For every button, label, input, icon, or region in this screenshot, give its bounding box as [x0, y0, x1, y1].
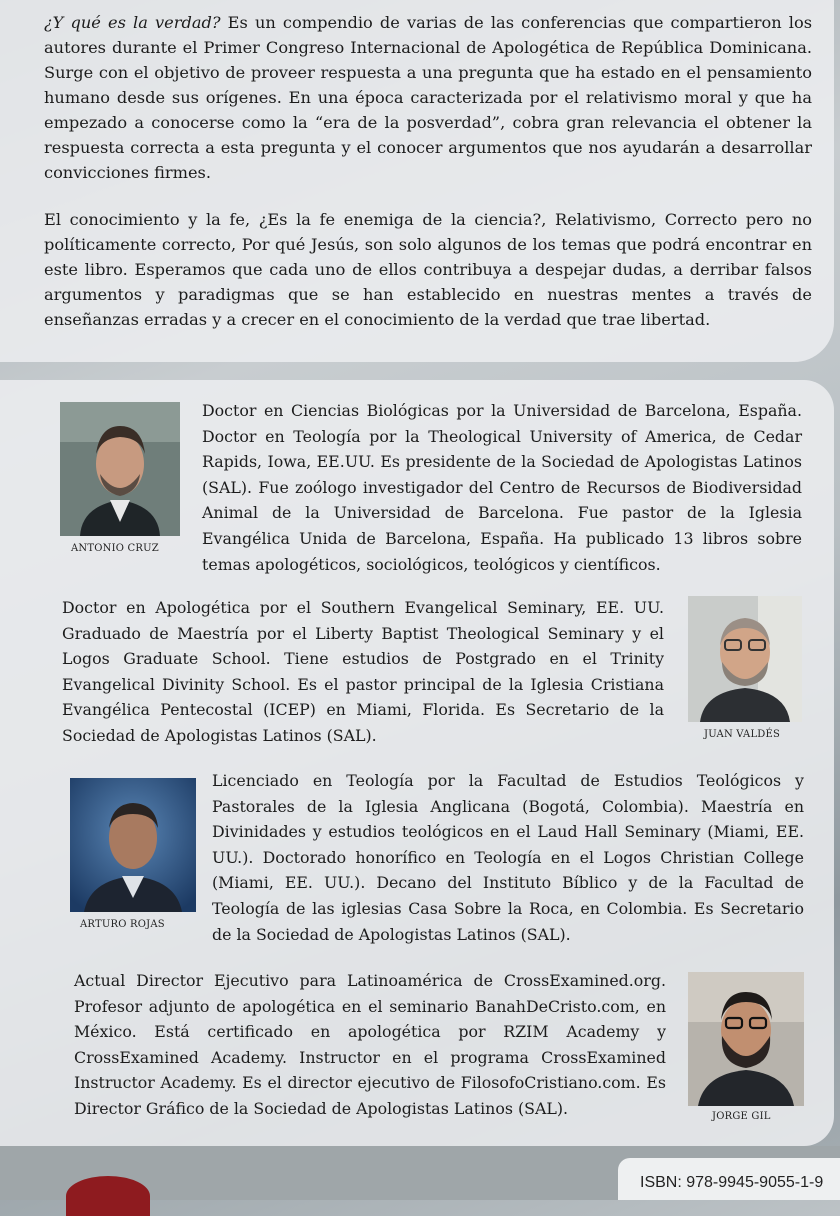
portrait-photo-icon	[688, 972, 804, 1106]
author-photo-antonio-cruz	[60, 402, 180, 536]
author-photo-juan-valdes	[688, 596, 802, 722]
synopsis-panel	[0, 0, 834, 362]
author-bio-juan-valdes: Doctor en Apologética por el Southern Evangelical Seminary, EE. UU. Graduado de Maestría por el Liberty Baptist Theological Seminary y el Logos Graduate School. Tiene estudios de Postgrado en el Trinity Evangelical Divinity School. Es el pastor principal de la Iglesia Cristiana Evangélica Pentecostal (ICEP) en Miami, Florida. Es Secretario de la Sociedad de Apologistas Latinos (SAL).	[62, 598, 664, 745]
synopsis-paragraph-1	[44, 10, 812, 185]
publisher-logo-icon	[66, 1176, 150, 1216]
author-bio-jorge-gil: Actual Director Ejecutivo para Latinoamérica de CrossExamined.org. Profesor adjunto de apologética en el seminario BanahDeCristo.com, en México. Está certificado en apologética por RZIM Academy y CrossExamined Academy. Instructor en el programa CrossExamined Instructor Academy. Es el director ejecutivo de FilosofoCristiano.com. Es Director Gráfico de la Sociedad de Apologistas Latinos (SAL).	[74, 971, 666, 1118]
synopsis-paragraph-2: El conocimiento y la fe, ¿Es la fe enemiga de la ciencia?, Relativismo, Correcto pero no políticamente correcto, Por qué Jesús, son solo algunos de los temas que podrá encontrar en este libro. Esperamos que cada uno de ellos contribuya a despejar dudas, a derribar falsos argumentos y paradigmas que se han establecido en nuestras mentes a través de enseñanzas erradas y a crecer en el conocimiento de la verdad que trae libertad.	[44, 210, 812, 329]
portrait-photo-icon	[70, 778, 196, 912]
portrait-photo-icon	[688, 596, 802, 722]
author-bio-arturo-rojas: Licenciado en Teología por la Facultad de Estudios Teológicos y Pastorales de la Iglesia Anglicana (Bogotá, Colombia). Maestría en Divinidades y estudios teológicos en el Laud Hall Seminary (Miami, EE. UU.). Doctorado honorífico en Teología en el Logos Christian College (Miami, EE. UU.). Decano del Instituto Bíblico y de la Facultad de Teología de las iglesias Casa Sobre la Roca, en Colombia. Es Secretario de la Sociedad de Apologistas Latinos (SAL).	[212, 771, 804, 944]
author-name-arturo-rojas: ARTURO ROJAS	[80, 919, 165, 930]
author-bio-antonio-cruz: Doctor en Ciencias Biológicas por la Universidad de Barcelona, España. Doctor en Teología por la Theological University of America, de Cedar Rapids, Iowa, EE.UU. Es presidente de la Sociedad de Apologistas Latinos (SAL). Fue zoólogo investigador del Centro de Recursos de Biodiversidad Animal de la Universidad de Barcelona. Fue pastor de la Iglesia Evangélica Unida de Barcelona, España. Ha publicado 13 libros sobre temas apologéticos, sociológicos, teológicos y científicos.	[202, 401, 802, 574]
author-name-juan-valdes: JUAN VALDÉS	[704, 729, 781, 740]
author-name-jorge-gil: JORGE GIL	[712, 1111, 771, 1122]
author-photo-arturo-rojas	[70, 778, 196, 912]
author-photo-jorge-gil	[688, 972, 804, 1106]
isbn-label: ISBN: 978-9945-9055-1-9	[618, 1158, 840, 1200]
synopsis-text-1: Es un compendio de varias de las conferencias que compartieron los autores durante el Primer Congreso Internacional de Apologética de República Dominicana. Surge con el objetivo de proveer respuesta a una pregunta que ha estado en el pensamiento humano desde sus orígenes. En una época caracterizada por el relativismo moral y que ha empezado a conocerse como la “era de la posverdad”, cobra gran relevancia el obtener la respuesta correcta a esta pregunta y el conocer argumentos que nos ayudarán a desarrollar convicciones firmes.	[44, 13, 812, 182]
author-name-antonio-cruz: ANTONIO CRUZ	[71, 543, 159, 554]
portrait-photo-icon	[60, 402, 180, 536]
book-title-italic: ¿Y qué es la verdad?	[44, 13, 221, 32]
